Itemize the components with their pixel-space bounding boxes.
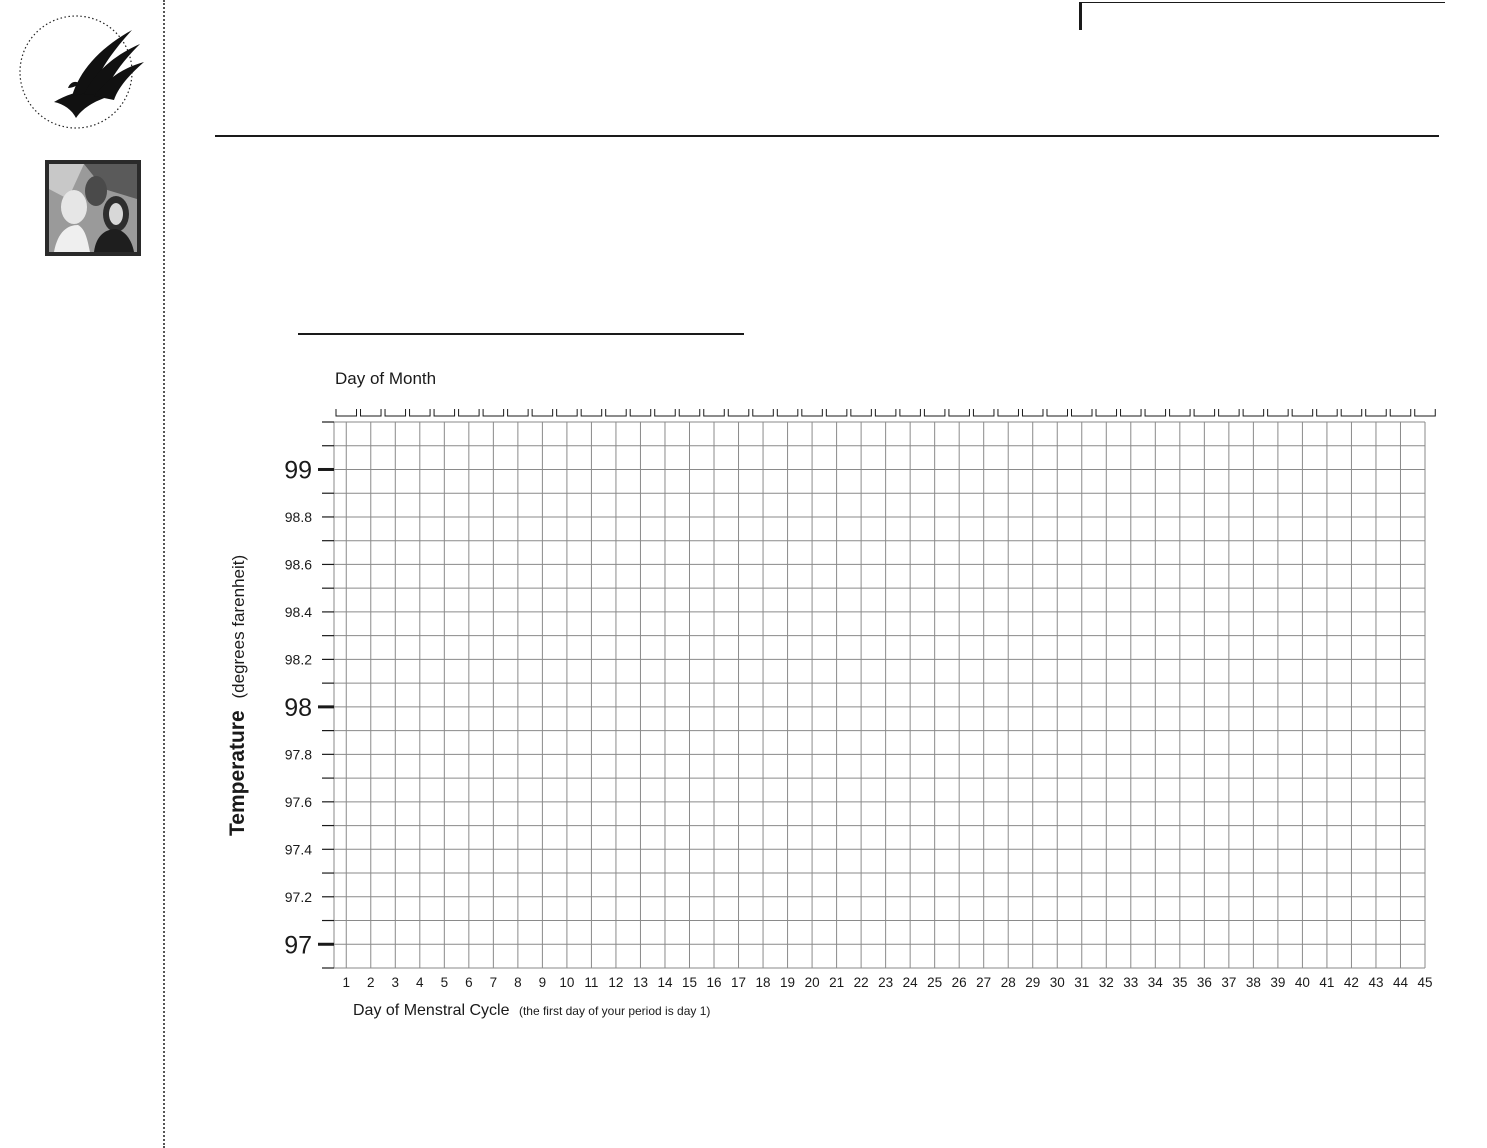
day-of-month-box[interactable] [1194,409,1215,416]
day-of-month-box[interactable] [508,409,529,416]
x-tick-label: 2 [367,975,375,990]
x-tick-label: 7 [489,975,498,990]
x-tick-label: 33 [1123,975,1139,990]
day-of-month-boxes [336,409,1435,416]
x-tick-label: 32 [1098,975,1114,990]
x-tick-label: 9 [538,975,547,990]
x-tick-label: 13 [632,975,648,990]
day-of-month-box[interactable] [1317,409,1338,416]
day-of-month-box[interactable] [802,409,823,416]
x-tick-label: 22 [853,975,869,990]
day-of-month-box[interactable] [1268,409,1289,416]
x-tick-label: 1 [342,975,351,990]
day-of-month-box[interactable] [361,409,382,416]
y-tick-label: 98.4 [284,603,312,620]
day-of-month-box[interactable] [434,409,455,416]
x-tick-label: 36 [1196,975,1212,990]
x-tick-label: 34 [1147,975,1163,990]
x-tick-label: 31 [1074,975,1090,990]
x-tick-label: 35 [1172,975,1188,990]
day-of-month-box[interactable] [459,409,480,416]
x-tick-label: 28 [1000,975,1016,990]
day-of-month-box[interactable] [1292,409,1313,416]
y-tick-label: 97.6 [284,793,312,810]
y-axis-unit: (degrees farenheit) [229,554,248,699]
day-of-month-box[interactable] [1145,409,1166,416]
day-of-month-box[interactable] [630,409,651,416]
day-of-month-box[interactable] [655,409,676,416]
x-tick-label: 40 [1294,975,1310,990]
day-of-month-box[interactable] [875,409,896,416]
day-of-month-box[interactable] [581,409,602,416]
x-tick-label: 6 [465,975,473,990]
day-of-month-box[interactable] [1096,409,1117,416]
day-of-month-box[interactable] [532,409,553,416]
day-of-month-box[interactable] [1390,409,1411,416]
x-tick-label: 38 [1245,975,1261,990]
x-tick-label: 43 [1368,975,1384,990]
day-of-month-label: Day of Month [335,369,437,388]
x-tick-label: 11 [584,975,599,990]
day-of-month-box[interactable] [704,409,725,416]
y-axis-label [226,555,249,836]
day-of-month-box[interactable] [851,409,872,416]
x-axis-title: Day of Menstral Cycle [353,1002,510,1019]
y-tick-label: 98.6 [284,556,312,573]
day-of-month-box[interactable] [777,409,798,416]
x-axis [343,975,1433,990]
x-tick-label: 16 [706,975,722,990]
y-tick-label: 98.8 [284,508,312,525]
y-tick-label: 97.2 [284,888,312,905]
y-tick-label: 98.2 [284,651,312,668]
x-tick-label: 29 [1025,975,1041,990]
x-tick-label: 42 [1343,975,1359,990]
x-tick-label: 26 [951,975,967,990]
x-tick-label: 17 [731,975,747,990]
x-tick-label: 3 [391,975,400,990]
x-tick-label: 25 [927,975,943,990]
day-of-month-box[interactable] [753,409,774,416]
x-tick-label: 4 [416,975,424,990]
x-tick-label: 21 [829,975,845,990]
x-tick-label: 41 [1319,975,1335,990]
day-of-month-box[interactable] [1072,409,1093,416]
day-of-month-box[interactable] [1022,409,1043,416]
x-tick-label: 5 [440,975,449,990]
chart-grid [334,422,1425,968]
x-tick-label: 23 [878,975,894,990]
day-of-month-box[interactable] [1121,409,1142,416]
y-axis [284,422,334,968]
x-tick-label: 44 [1392,975,1408,990]
x-tick-label: 30 [1049,975,1065,990]
day-of-month-box[interactable] [1219,409,1240,416]
x-tick-label: 15 [681,975,698,990]
day-of-month-box[interactable] [973,409,994,416]
y-tick-label: 97.4 [284,841,312,858]
y-tick-label: 98 [284,693,312,722]
x-tick-label: 37 [1221,975,1237,990]
x-tick-label: 39 [1270,975,1286,990]
x-axis-note: (the first day of your period is day 1) [518,1004,711,1018]
day-of-month-box[interactable] [557,409,578,416]
x-tick-label: 10 [559,975,575,990]
x-axis-label [353,1002,710,1019]
y-tick-label: 97 [284,931,312,960]
y-tick-label: 97.8 [284,746,312,763]
day-of-month-box[interactable] [679,409,700,416]
day-of-month-box[interactable] [336,409,357,416]
y-tick-label: 99 [284,456,312,485]
x-tick-label: 18 [755,975,771,990]
y-axis-title: Temperature [226,710,249,836]
x-tick-label: 19 [780,975,796,990]
day-of-month-box[interactable] [1415,409,1436,416]
day-of-month-box[interactable] [998,409,1019,416]
day-of-month-box[interactable] [410,409,431,416]
day-of-month-box[interactable] [924,409,945,416]
x-tick-label: 14 [657,975,673,990]
day-of-month-box[interactable] [1047,409,1068,416]
day-of-month-box[interactable] [728,409,749,416]
x-tick-label: 45 [1417,975,1433,990]
day-of-month-box[interactable] [949,409,970,416]
day-of-month-box[interactable] [1341,409,1362,416]
x-tick-label: 12 [608,975,624,990]
day-of-month-box[interactable] [1366,409,1387,416]
day-of-month-box[interactable] [1170,409,1191,416]
x-tick-label: 20 [804,975,820,990]
x-tick-label: 27 [976,975,992,990]
day-of-month-box[interactable] [900,409,921,416]
x-tick-label: 24 [902,975,918,990]
day-of-month-box[interactable] [1243,409,1264,416]
x-tick-label: 8 [514,975,522,990]
day-of-month-box[interactable] [483,409,504,416]
day-of-month-box[interactable] [826,409,847,416]
day-of-month-box[interactable] [606,409,627,416]
day-of-month-box[interactable] [385,409,406,416]
